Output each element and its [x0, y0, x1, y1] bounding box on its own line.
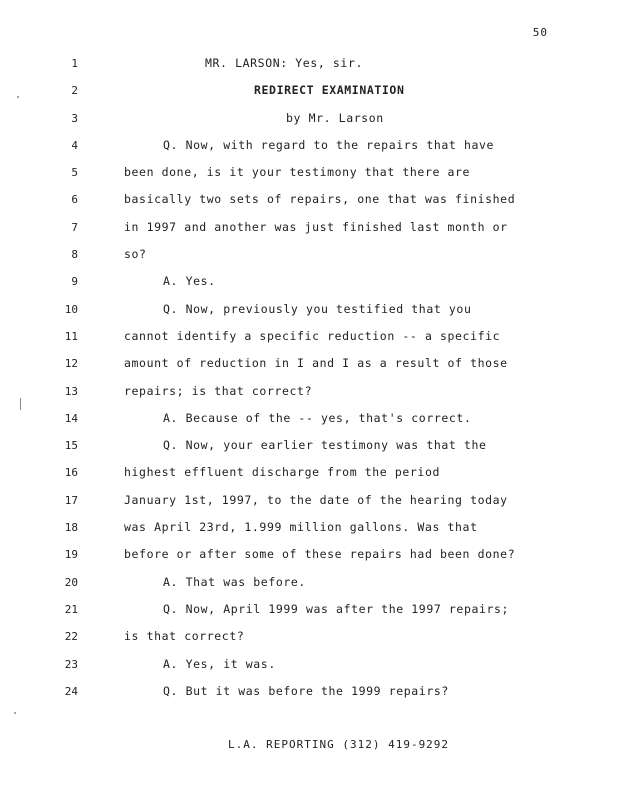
reporter-footer: L.A. REPORTING (312) 419-9292	[228, 738, 450, 751]
line-number: 19	[64, 548, 78, 562]
line-number: 8	[71, 248, 78, 262]
line-text: REDIRECT EXAMINATION	[254, 83, 405, 98]
line-text: Q. Now, with regard to the repairs that have	[163, 137, 495, 152]
transcript-line	[0, 596, 618, 623]
transcript-line	[0, 678, 618, 705]
line-number: 15	[64, 439, 78, 453]
transcript-lines	[0, 50, 618, 705]
line-number: 20	[64, 575, 78, 589]
line-text: MR. LARSON: Yes, sir.	[205, 56, 363, 70]
transcript-line	[0, 569, 618, 596]
line-number: 5	[71, 166, 78, 180]
page-number: 50	[532, 26, 548, 39]
transcript-line	[0, 214, 618, 241]
line-text: Q. Now, April 1999 was after the 1997 repairs;	[163, 601, 510, 616]
transcript-line	[0, 514, 618, 541]
transcript-line	[0, 296, 618, 323]
transcript-line	[0, 487, 618, 514]
line-text: cannot identify a specific reduction -- a specific	[124, 328, 501, 343]
line-text: in 1997 and another was just finished last month or	[124, 219, 508, 234]
line-number: 10	[64, 302, 78, 316]
transcript-line	[0, 105, 618, 132]
line-number: 13	[64, 384, 78, 398]
line-text: repairs; is that correct?	[124, 383, 313, 398]
line-number: 1	[71, 57, 78, 70]
transcript-line	[0, 186, 618, 213]
line-text: by Mr. Larson	[286, 110, 384, 125]
line-number: 16	[64, 466, 78, 480]
line-number: 2	[71, 84, 78, 98]
transcript-line	[0, 50, 618, 77]
line-text: Q. But it was before the 1999 repairs?	[163, 683, 449, 698]
line-text: Q. Now, your earlier testimony was that the	[163, 438, 487, 453]
transcript-line	[0, 159, 618, 186]
transcript-line	[0, 432, 618, 459]
line-text: is that correct?	[124, 629, 245, 644]
transcript-line	[0, 132, 618, 159]
line-text: was April 23rd, 1.999 million gallons. Was that	[124, 520, 478, 535]
transcript-line	[0, 241, 618, 268]
line-number: 23	[64, 657, 78, 671]
line-text: amount of reduction in I and I as a result of those	[124, 356, 508, 371]
line-text: A. Because of the -- yes, that's correct.	[163, 410, 472, 425]
line-text: basically two sets of repairs, one that was finished	[124, 192, 516, 207]
transcript-line	[0, 459, 618, 486]
transcript-line	[0, 77, 618, 104]
scan-speck	[14, 712, 16, 714]
line-number: 7	[71, 220, 78, 234]
transcript-line	[0, 350, 618, 377]
transcript-line	[0, 651, 618, 678]
line-number: 14	[64, 411, 78, 425]
transcript-line	[0, 378, 618, 405]
line-number: 22	[64, 630, 78, 644]
line-text: A. That was before.	[163, 574, 306, 589]
scan-speck	[20, 398, 21, 410]
line-number: 4	[71, 138, 78, 152]
line-number: 3	[71, 111, 78, 125]
line-text: so?	[124, 247, 147, 262]
line-text: Q. Now, previously you testified that you	[163, 301, 472, 316]
line-text: January 1st, 1997, to the date of the hearing today	[124, 492, 508, 507]
line-text: been done, is it your testimony that there are	[124, 165, 471, 180]
transcript-line	[0, 323, 618, 350]
line-text: before or after some of these repairs had been done?	[124, 547, 516, 562]
line-number: 9	[71, 275, 78, 289]
transcript-line	[0, 541, 618, 568]
line-number: 11	[64, 329, 78, 343]
line-number: 17	[64, 493, 78, 507]
line-number: 6	[71, 193, 78, 207]
transcript-line	[0, 405, 618, 432]
line-number: 21	[64, 602, 78, 616]
transcript-line	[0, 268, 618, 295]
line-number: 24	[64, 684, 78, 698]
line-text: highest effluent discharge from the period	[124, 465, 440, 480]
line-number: 18	[64, 521, 78, 535]
line-text: A. Yes.	[163, 274, 216, 289]
scan-speck	[17, 96, 19, 98]
line-number: 12	[64, 357, 78, 371]
transcript-line	[0, 623, 618, 650]
line-text: A. Yes, it was.	[163, 656, 276, 671]
